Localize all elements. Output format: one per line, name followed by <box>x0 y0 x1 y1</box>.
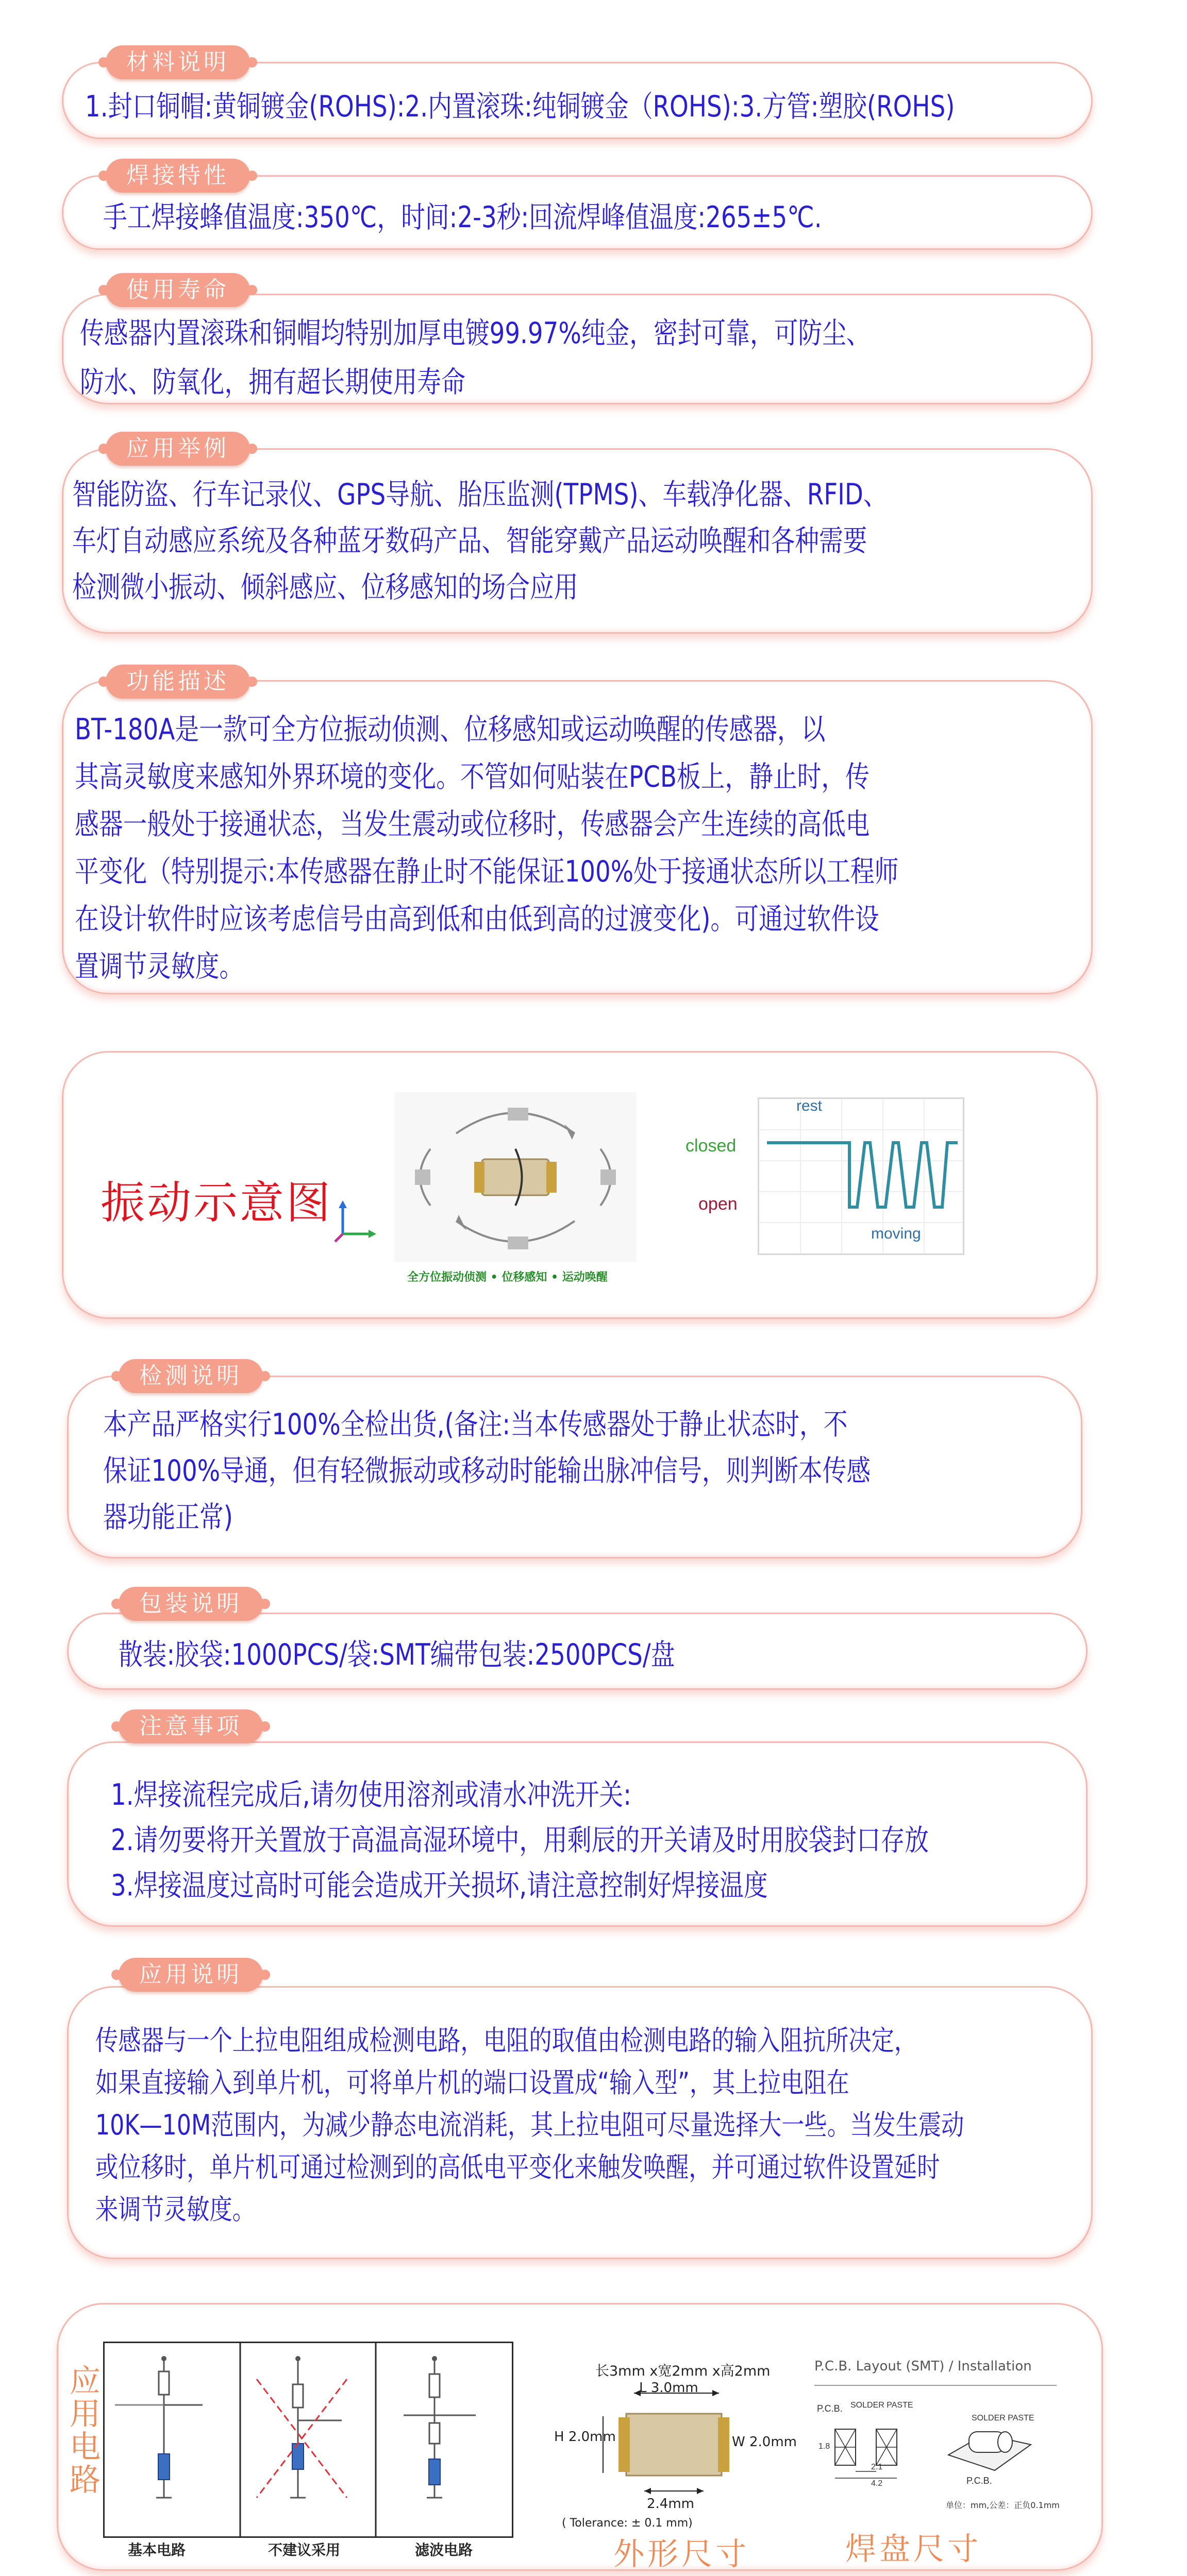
text-line: 检测微小振动、倾斜感应、位移感知的场合应用 <box>72 570 578 604</box>
dimension-length: L 3.0mm <box>639 2380 698 2396</box>
inspection-tag: 检测说明 <box>119 1359 263 1393</box>
life-text <box>80 309 871 407</box>
dimension-width: W 2.0mm <box>732 2434 797 2450</box>
text-line: 1.焊接流程完成后,请勿使用溶剂或清水冲洗开关: <box>111 1778 632 1812</box>
solder-paste-label-2: SOLDER PASTE <box>972 2414 1034 2422</box>
text-line: 本产品严格实行100%全检出货,(备注:当本传感器处于静止状态时，不 <box>103 1408 848 1442</box>
text-line: 感器一般处于接通状态，当发生震动或位移时，传感器会产生连续的高低电 <box>75 807 870 841</box>
title-char: 应 <box>70 2363 101 2399</box>
text-line: 器功能正常) <box>103 1500 233 1534</box>
title-char: 路 <box>70 2462 101 2498</box>
rest-label: rest <box>796 1097 823 1114</box>
vibration-title: 振动示意图 <box>101 1177 332 1229</box>
text-line: 1.封口铜帽:黄铜镀金(ROHS):2.内置滚珠:纯铜镀金（ROHS):3.方管:塑胶(ROHS) <box>85 90 955 124</box>
welding-tag: 焊接特性 <box>106 159 250 193</box>
pcb-dim-gap: 2.1 <box>871 2463 883 2471</box>
text-line: 10K—10M范围内，为减少静态电流消耗，其上拉电阻可尽量选择大一些。当发生震动 <box>95 2109 964 2141</box>
text-line: 智能防盗、行车记录仪、GPS导航、胎压监测(TPMS)、车载净化器、RFID、 <box>72 478 888 512</box>
title-char: 用 <box>70 2396 101 2432</box>
welding-text <box>103 193 822 242</box>
inspection-text <box>103 1401 871 1540</box>
circuit-diagrams <box>103 2342 513 2538</box>
text-line: 防水、防氧化，拥有超长期使用寿命 <box>80 365 465 399</box>
pcb-unit-note: 单位：mm,公差：正负0.1mm <box>946 2500 1060 2510</box>
circuit-vertical-title <box>70 2365 101 2497</box>
vibration-caption: 全方位振动侦测 • 位移感知 • 运动唤醒 <box>407 1271 608 1284</box>
material-tag: 材料说明 <box>106 45 250 79</box>
moving-label: moving <box>871 1225 921 1242</box>
text-line: 手工焊接蜂值温度:350℃，时间:2-3秒:回流焊峰值温度:265±5℃. <box>103 200 822 234</box>
text-line: 来调节灵敏度。 <box>95 2193 255 2226</box>
circuit-label-basic: 基本电路 <box>128 2541 186 2558</box>
title-char: 电 <box>70 2429 101 2465</box>
text-line: 传感器与一个上拉电阻组成检测电路，电阻的取值由检测电路的输入阻抗所决定， <box>95 2024 917 2057</box>
notes-text <box>111 1772 929 1908</box>
packing-text <box>119 1631 675 1680</box>
pcb-caption: 焊盘尺寸 <box>845 2531 981 2567</box>
dimension-top-text: 长3mm x宽2mm x高2mm <box>595 2363 771 2379</box>
text-line: BT-180A是一款可全方位振动侦测、位移感知或运动唤醒的传感器，以 <box>75 713 826 747</box>
text-line: 车灯自动感应系统及各种蓝牙数码产品、智能穿戴产品运动唤醒和各种需要 <box>72 524 867 558</box>
axis-icon <box>332 1198 379 1244</box>
examples-tag: 应用举例 <box>106 432 250 466</box>
circuit-label-not-recommended: 不建议采用 <box>268 2541 341 2558</box>
text-line: 如果直接输入到单片机，可将单片机的端口设置成“输入型”，其上拉电阻在 <box>95 2066 849 2099</box>
material-text <box>85 82 955 131</box>
circuit-label-filter: 滤波电路 <box>415 2541 473 2558</box>
dimension-caption: 外形尺寸 <box>613 2536 749 2572</box>
text-line: 传感器内置滚珠和铜帽均特别加厚电镀99.97%纯金，密封可靠，可防尘、 <box>80 316 871 350</box>
examples-text <box>72 471 888 611</box>
closed-label: closed <box>686 1136 737 1156</box>
pcb-title: P.C.B. Layout (SMT) / Installation <box>814 2359 1032 2374</box>
pcb-dim-total: 4.2 <box>871 2479 883 2488</box>
text-line: 散装:胶袋:1000PCS/袋:SMT编带包装:2500PCS/盘 <box>119 1638 675 1672</box>
pcb-label-2: P.C.B. <box>966 2476 992 2486</box>
text-line: 3.焊接温度过高时可能会造成开关损坏,请注意控制好焊接温度 <box>111 1869 768 1903</box>
text-line: 平变化（特别提示:本传感器在静止时不能保证100%处于接通状态所以工程师 <box>75 855 899 889</box>
application-text <box>95 2020 964 2231</box>
packing-tag: 包装说明 <box>119 1587 263 1621</box>
text-line: 或位移时，单片机可通过检测到的高低电平变化来触发唤醒，并可通过软件设置延时 <box>95 2151 940 2183</box>
dimension-tolerance: ( Tolerance: ± 0.1 mm) <box>562 2517 693 2530</box>
dimension-height: H 2.0mm <box>554 2429 616 2445</box>
pcb-dim-height: 1.8 <box>818 2442 830 2451</box>
function-text <box>75 706 898 990</box>
application-tag: 应用说明 <box>119 1958 263 1992</box>
text-line: 在设计软件时应该考虑信号由高到低和由低到高的过渡变化)。可通过软件设 <box>75 902 879 936</box>
text-line: 保证100%导通，但有轻微振动或移动时能输出脉冲信号，则判断本传感 <box>103 1454 871 1488</box>
text-line: 其高灵敏度来感知外界环境的变化。不管如何贴装在PCB板上，静止时，传 <box>75 760 870 794</box>
pcb-label: P.C.B. <box>817 2403 843 2414</box>
sensor-illustration <box>394 1092 637 1262</box>
dimension-bottom-length: 2.4mm <box>647 2496 695 2512</box>
open-label: open <box>698 1194 738 1214</box>
solder-paste-label-1: SOLDER PASTE <box>850 2401 913 2410</box>
notes-tag: 注意事项 <box>119 1709 263 1743</box>
function-tag: 功能描述 <box>106 665 250 699</box>
life-tag: 使用寿命 <box>106 273 250 307</box>
text-line: 置调节灵敏度。 <box>75 950 244 984</box>
waveform-chart <box>758 1097 964 1255</box>
text-line: 2.请勿要将开关置放于高温高湿环境中，用剩辰的开关请及时用胶袋封口存放 <box>111 1823 929 1857</box>
